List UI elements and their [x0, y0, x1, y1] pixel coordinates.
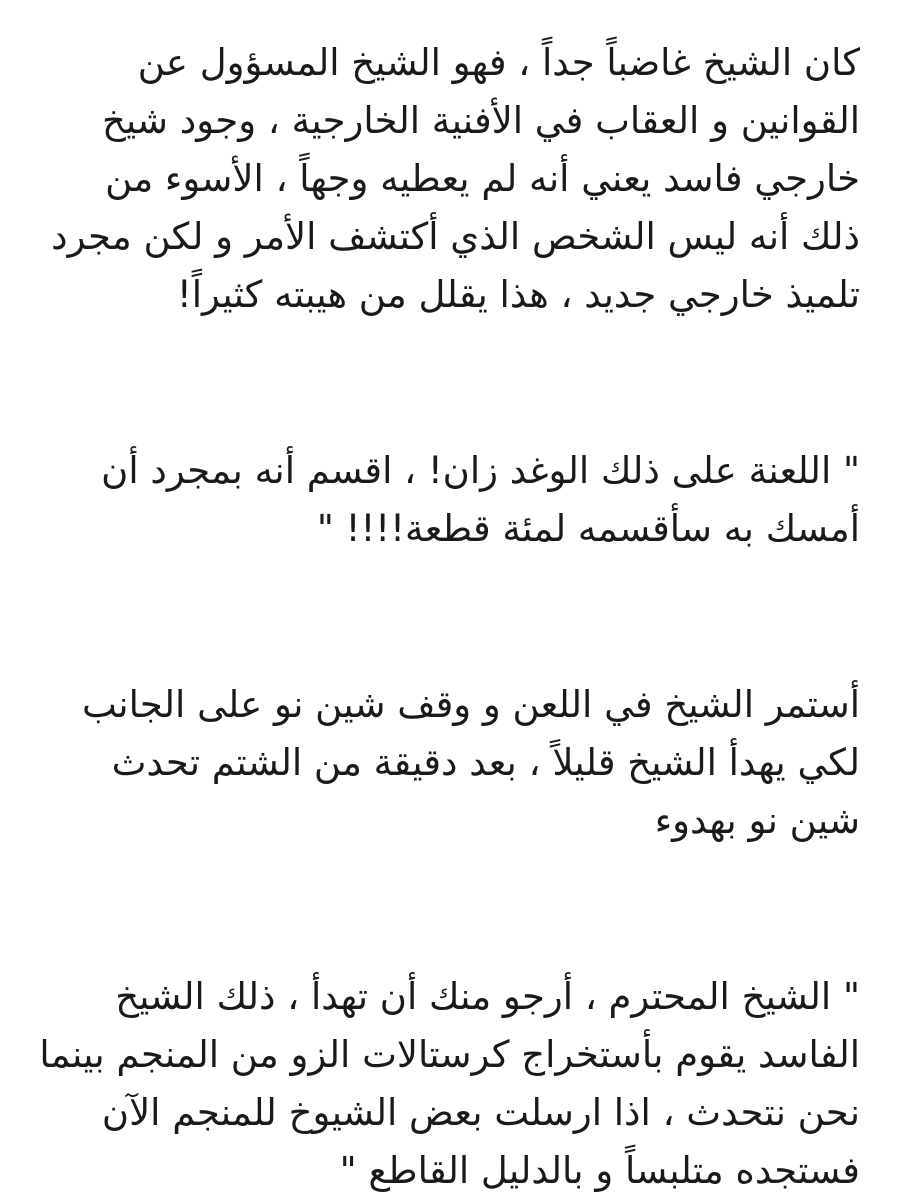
paragraph-curse-quote [40, 442, 860, 558]
text-line: نحن نتحدث ، اذا ارسلت بعض الشيوخ للمنجم الآن [101, 1091, 860, 1134]
text-line: تلميذ خارجي جديد ، هذا يقلل من هيبته كثيراً! [176, 273, 860, 316]
text-line: شين نو بهدوء [654, 799, 860, 842]
paragraph-shin-quote [40, 968, 860, 1200]
text-line: لكي يهدأ الشيخ قليلاً ، بعد دقيقة من الشتم تحدث [111, 741, 860, 784]
paragraph-elder-angry [40, 34, 860, 324]
text-line: أمسك به سأقسمه لمئة قطعة!!!! " [316, 507, 860, 550]
text-line: ذلك أنه ليس الشخص الذي أكتشف الأمر و لكن مجرد [51, 215, 860, 258]
text-line: " الشيخ المحترم ، أرجو منك أن تهدأ ، ذلك الشيخ [115, 975, 860, 1018]
text-line: فستجده متلبساً و بالدليل القاطع " [339, 1149, 860, 1192]
paragraph-shin-waits [40, 676, 860, 850]
text-line: " اللعنة على ذلك الوغد زان! ، اقسم أنه بمجرد أن [101, 449, 860, 492]
text-line: القوانين و العقاب في الأفنية الخارجية ، وجود شيخ [101, 99, 860, 142]
text-line: خارجي فاسد يعني أنه لم يعطيه وجهاً ، الأسوء من [105, 157, 860, 200]
text-line: الفاسد يقوم بأستخراج كرستالات الزو من المنجم بينما [39, 1033, 860, 1076]
text-line: أستمر الشيخ في اللعن و وقف شين نو على الجانب [81, 683, 860, 726]
text-line: كان الشيخ غاضباً جداً ، فهو الشيخ المسؤول عن [137, 41, 860, 84]
